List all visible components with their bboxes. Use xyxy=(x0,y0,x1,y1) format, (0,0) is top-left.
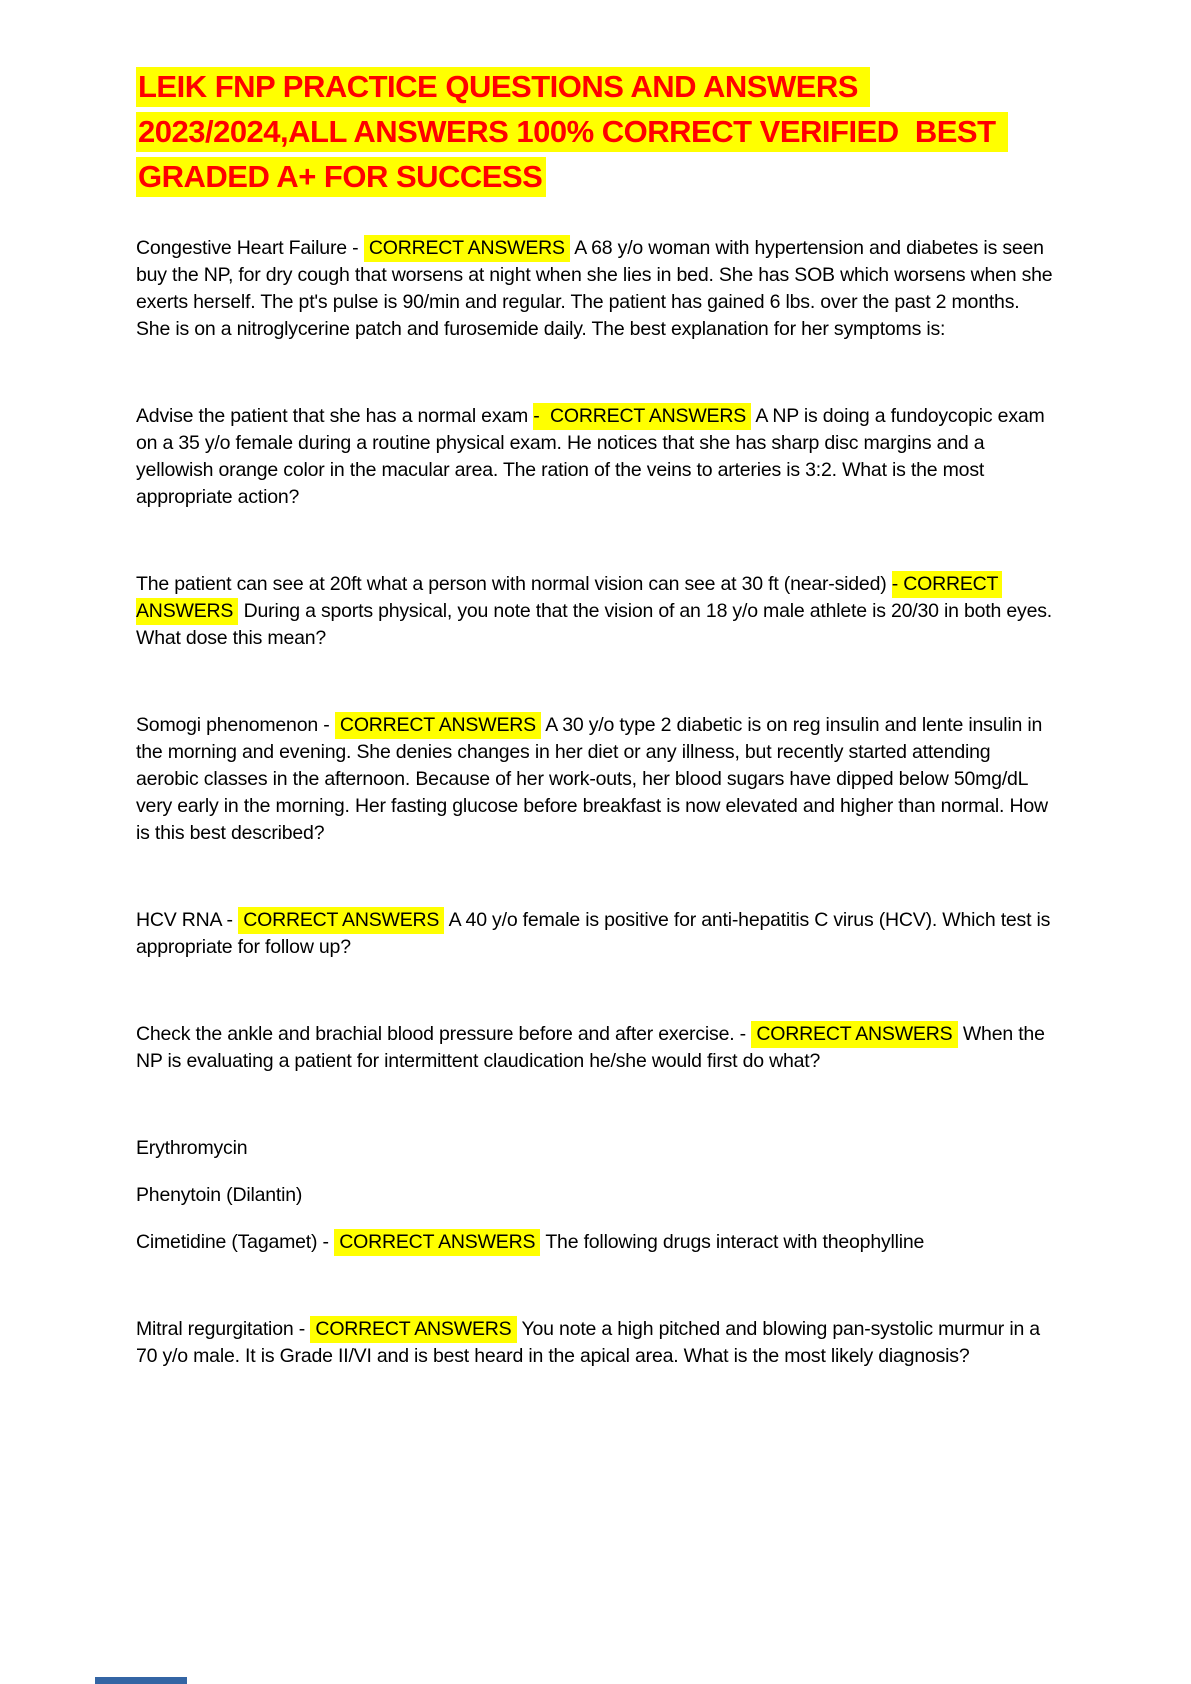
page-title-line-2 xyxy=(136,109,1058,154)
paragraph-text: Congestive Heart Failure - xyxy=(136,237,364,259)
correct-answers-highlight: - CORRECT ANSWERS xyxy=(533,403,751,430)
qa-paragraph xyxy=(136,571,1058,652)
paragraph-text: When the NP is evaluating a patient for intermittent claudication he/she would first do what? xyxy=(136,1023,1050,1072)
paragraph-text: HCV RNA - xyxy=(136,909,239,931)
paragraph-text: Phenytoin (Dilantin) xyxy=(136,1184,303,1206)
correct-answers-highlight: CORRECT ANSWERS xyxy=(335,712,541,739)
document-content xyxy=(136,0,1058,1430)
qa-paragraph xyxy=(136,403,1058,511)
page-title-line-1 xyxy=(136,64,1058,109)
correct-answers-highlight: CORRECT ANSWERS xyxy=(751,1021,957,1048)
correct-answers-highlight: CORRECT ANSWERS xyxy=(310,1316,516,1343)
correct-answers-highlight: CORRECT ANSWERS xyxy=(334,1229,540,1256)
qa-paragraph xyxy=(136,1229,1058,1256)
page-title xyxy=(136,64,1058,199)
paragraph-text: Check the ankle and brachial blood pressure before and after exercise. - xyxy=(136,1023,752,1045)
paragraph-text: During a sports physical, you note that the vision of an 18 y/o male athlete is 20/30 in both eyes. What dose this mean? xyxy=(136,600,1058,649)
page-title-line-3 xyxy=(136,154,1058,199)
qa-paragraph xyxy=(136,235,1058,343)
correct-answers-highlight: CORRECT ANSWERS xyxy=(238,907,444,934)
qa-paragraph xyxy=(136,1135,1058,1162)
qa-paragraph xyxy=(136,1021,1058,1075)
paragraph-text: Cimetidine (Tagamet) - xyxy=(136,1231,335,1253)
paragraph-text: A 68 y/o woman with hypertension and diabetes is seen buy the NP, for dry cough that worsens at night when she lies in bed. She has SOB which worsens when she exerts herself. The pt's pulse is 90/min and regular. The patient has gained 6 lbs. over the past 2 months. She is on a nitroglycerine patch and furosemide daily. The best explanation for her symptoms is: xyxy=(136,237,1058,340)
correct-answers-highlight: CORRECT ANSWERS xyxy=(364,235,570,262)
paragraph-text: A 30 y/o type 2 diabetic is on reg insulin and lente insulin in the morning and evening. She denies changes in her diet or any illness, but recently started attending aerobic classes in the afternoon. Because of her work-outs, her blood sugars have dipped below 50mg/dL very early in the morning. Her fasting glucose before breakfast is now elevated and higher than normal. How is this best described? xyxy=(136,714,1054,844)
paragraph-text: Advise the patient that she has a normal exam xyxy=(136,405,534,427)
paragraph-text: Somogi phenomenon - xyxy=(136,714,335,736)
paragraph-text: Erythromycin xyxy=(136,1137,248,1159)
paragraph-text: The following drugs interact with theophylline xyxy=(540,1231,925,1253)
page-title-text: 2023/2024,ALL ANSWERS 100% CORRECT VERIFIED BEST xyxy=(136,112,1008,152)
paragraph-text: Mitral regurgitation - xyxy=(136,1318,311,1340)
correct-answers-highlight: - CORRECT ANSWERS xyxy=(136,571,1002,625)
page-title-text: LEIK FNP PRACTICE QUESTIONS AND ANSWERS xyxy=(136,67,870,107)
qa-paragraph xyxy=(136,907,1058,961)
qa-paragraph xyxy=(136,1182,1058,1209)
qa-paragraph xyxy=(136,712,1058,847)
document-body xyxy=(136,235,1058,1370)
paragraph-text: A NP is doing a fundoycopic exam on a 35 y/o female during a routine physical exam. He notices that she has sharp disc margins and a yellowish orange color in the macular area. The ration of the veins to arteries is 3:2. What is the most appropriate action? xyxy=(136,405,1050,508)
cutoff-blue-element xyxy=(95,1677,187,1684)
page-title-text: GRADED A+ FOR SUCCESS xyxy=(136,157,546,197)
qa-paragraph xyxy=(136,1316,1058,1370)
paragraph-text: A 40 y/o female is positive for anti-hepatitis C virus (HCV). Which test is appropriate for follow up? xyxy=(136,909,1056,958)
paragraph-text: The patient can see at 20ft what a person with normal vision can see at 30 ft (near-sided) xyxy=(136,573,892,595)
paragraph-text: You note a high pitched and blowing pan-systolic murmur in a 70 y/o male. It is Grade II/VI and is best heard in the apical area. What is the most likely diagnosis? xyxy=(136,1318,1046,1367)
